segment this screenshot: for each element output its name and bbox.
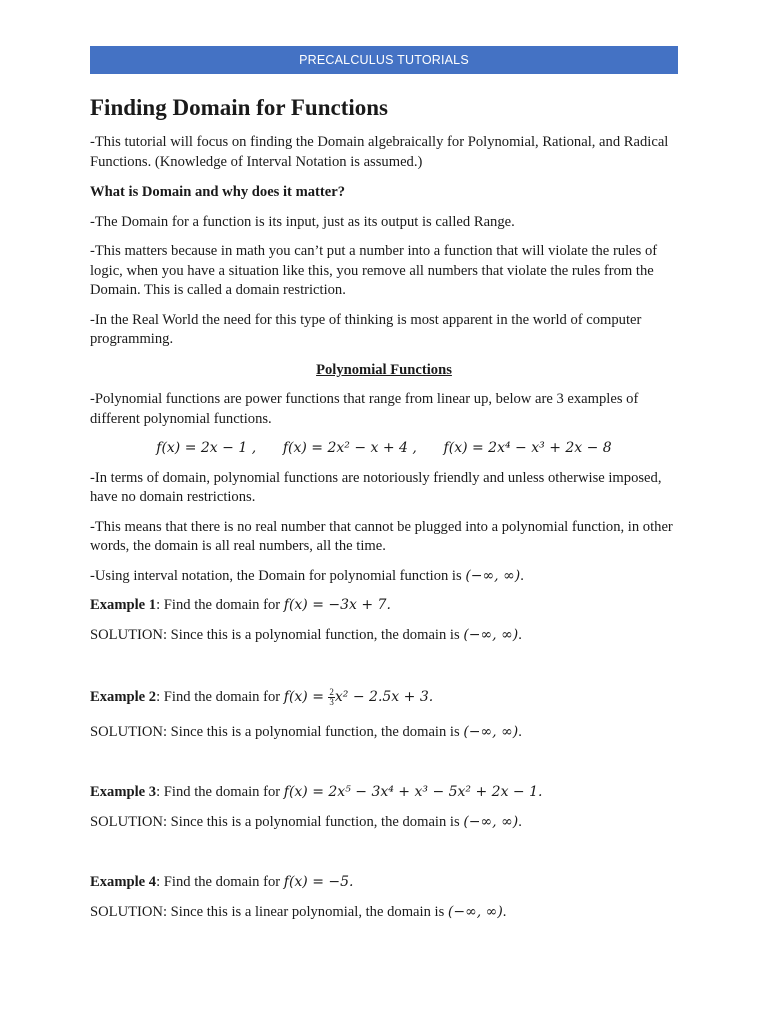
what-heading: What is Domain and why does it matter?: [90, 184, 345, 200]
example-1-solution: SOLUTION: Since this is a polynomial function, the domain is (−∞, ∞).: [90, 626, 522, 643]
example-4-label: Example 4: [90, 874, 157, 890]
example-3-solution: SOLUTION: Since this is a polynomial function, the domain is (−∞, ∞).: [90, 813, 522, 830]
example-2-solution: SOLUTION: Since this is a polynomial function, the domain is (−∞, ∞).: [90, 723, 522, 740]
page-title: Finding Domain for Functions: [90, 95, 388, 120]
header-banner: PRECALCULUS TUTORIALS: [90, 46, 678, 74]
example-4: Example 4: Find the domain for f(x) = −5.: [90, 874, 354, 890]
example-1: Example 1: Find the domain for f(x) = −3x + 7.: [90, 597, 391, 613]
example-1-label: Example 1: [90, 597, 157, 613]
example-4-function: f(x) = −5.: [283, 874, 354, 890]
real-world-paragraph: -In the Real World the need for this type of thinking is most apparent in the world of computer programming.: [90, 311, 642, 347]
interval-notation-paragraph: -Using interval notation, the Domain for polynomial function is (−∞, ∞).: [90, 567, 524, 584]
polynomial-intro-paragraph: -Polynomial functions are power functions that range from linear up, below are 3 examples of different polynomial functions.: [90, 391, 639, 427]
example-2-label: Example 2: [90, 689, 157, 705]
example-3: Example 3: Find the domain for f(x) = 2x⁵ − 3x⁴ + x³ − 5x² + 2x − 1.: [90, 784, 543, 800]
polynomial-domain-paragraph: -In terms of domain, polynomial functions are notoriously friendly and unless otherwise imposed, have no domain restrictions.: [90, 469, 662, 505]
polynomial-examples-equation: f(x) = 2x − 1 , f(x) = 2x² − x + 4 , f(x) = 2x⁴ − x³ + 2x − 8: [156, 440, 612, 456]
example-3-function: f(x) = 2x⁵ − 3x⁴ + x³ − 5x² + 2x − 1.: [283, 784, 543, 800]
fraction: $\frac{2}{3}$: [329, 687, 334, 708]
intro-paragraph: -This tutorial will focus on finding the Domain algebraically for Polynomial, Rational, and Radical Functions. (Knowledge of Interval Notation is assumed.): [90, 134, 669, 170]
example-2-function: x² − 2.5x + 3.: [334, 689, 434, 705]
domain-definition-paragraph: -The Domain for a function is its input, just as its output is called Range.: [90, 213, 515, 230]
example-2: Example 2: Find the domain for f(x) = $\frac{2}{3}$ x² − 2.5x + 3.: [90, 687, 434, 708]
example-3-label: Example 3: [90, 784, 157, 800]
example-1-function: f(x) = −3x + 7.: [283, 597, 391, 613]
document-page: [90, 46, 678, 922]
polynomial-all-reals-paragraph: -This means that there is no real number that cannot be plugged into a polynomial function, in other words, the domain is all real numbers, all the time.: [90, 518, 673, 554]
example-4-solution: SOLUTION: Since this is a linear polynomial, the domain is (−∞, ∞).: [90, 903, 507, 920]
matters-paragraph: -This matters because in math you can’t put a number into a function that will violate the rules of logic, when you have a situation like this, you remove all numbers that violate the rules from the Domain. This is called a domain restriction.: [90, 243, 658, 298]
polynomial-heading: Polynomial Functions: [316, 361, 452, 378]
